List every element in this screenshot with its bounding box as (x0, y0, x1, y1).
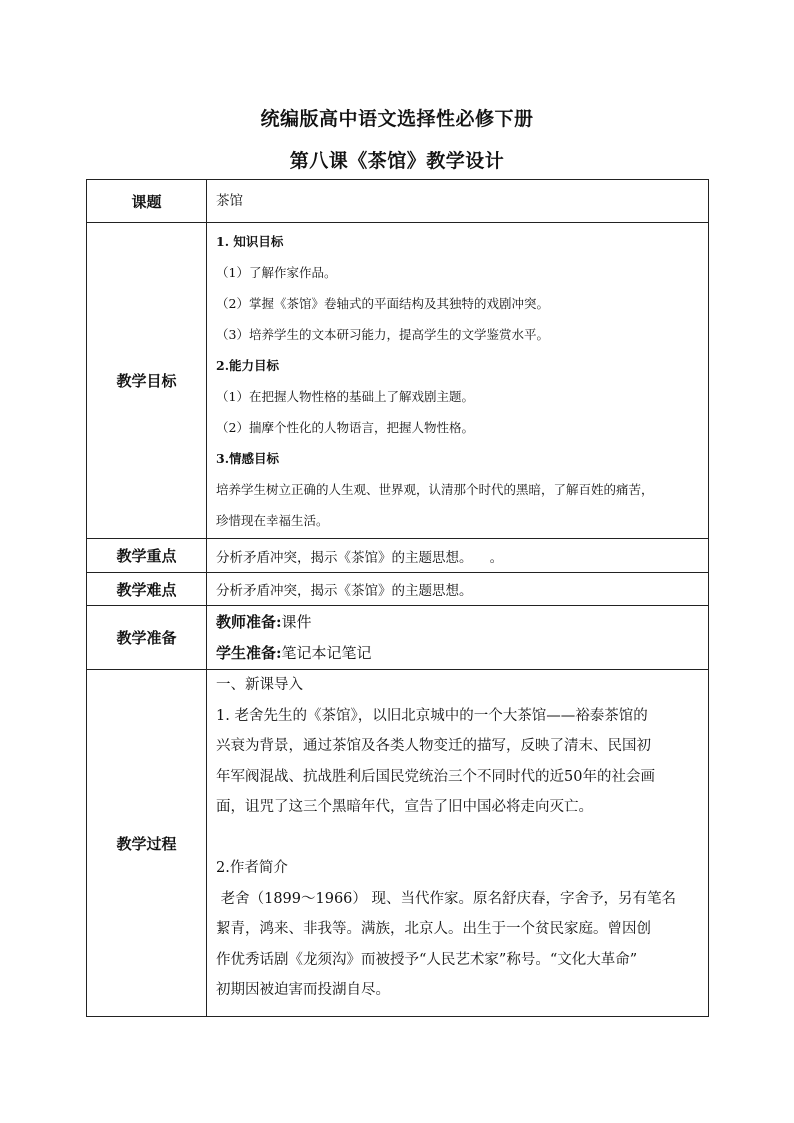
value-prep (207, 606, 709, 670)
label-keypoint: 教学重点 (87, 539, 207, 573)
process-line: 老舍（1899～1966） 现、当代作家。原名舒庆春，字舍予，另有笔名 (216, 890, 677, 907)
label-difficulty: 教学难点 (87, 573, 207, 606)
row-process (87, 670, 709, 1017)
lesson-plan-table (86, 179, 709, 1017)
goal-line: 珍惜现在幸福生活。 (216, 512, 329, 528)
process-line (216, 823, 702, 854)
process-line: 1. 老舍先生的《茶馆》，以旧北京城中的一个大茶馆——裕泰茶馆的 (216, 707, 648, 724)
row-goals (87, 223, 709, 539)
process-line: 2.作者简介 (216, 860, 288, 876)
teacher-prep (216, 607, 702, 638)
row-prep (87, 606, 709, 670)
student-prep-value: 笔记本记笔记 (281, 643, 372, 662)
student-prep (216, 638, 702, 669)
value-difficulty: 分析矛盾冲突，揭示《茶馆》的主题思想。 (207, 573, 709, 606)
teacher-prep-value: 课件 (281, 612, 312, 631)
value-topic: 茶馆 (207, 180, 709, 223)
goal-line: （2）掌握《茶馆》卷轴式的平面结构及其独特的戏剧冲突。 (216, 295, 549, 311)
label-topic: 课题 (87, 180, 207, 223)
goal-line: 3.情感目标 (216, 450, 280, 466)
student-prep-label: 学生准备: (216, 643, 282, 662)
document-title: 统编版高中语文选择性必修下册 (260, 108, 534, 130)
label-goals: 教学目标 (87, 223, 207, 539)
goal-line: 2.能力目标 (216, 357, 280, 373)
process-line: 絜青，鸿来、非我等。满族，北京人。出生于一个贫民家庭。曾因创 (216, 921, 651, 937)
process-line: 面，诅咒了这三个黑暗年代，宣告了旧中国必将走向灭亡。 (216, 799, 593, 815)
row-difficulty (87, 573, 709, 606)
goal-line: （1）了解作家作品。 (216, 264, 337, 280)
row-keypoint (87, 539, 709, 573)
process-line: 作优秀话剧《龙须沟》而被授予“人民艺术家”称号。“文化大革命” (216, 951, 638, 968)
process-line: 年军阀混战、抗战胜利后国民党统治三个不同时代的近50年的社会画 (216, 768, 655, 785)
document-subtitle: 第八课《茶馆》教学设计 (289, 150, 505, 172)
label-process: 教学过程 (87, 670, 207, 1017)
row-topic (87, 180, 709, 223)
goal-line: （3）培养学生的文本研习能力，提高学生的文学鉴赏水平。 (216, 326, 549, 342)
goal-line: （1）在把握人物性格的基础上了解戏剧主题。 (216, 388, 474, 404)
value-keypoint: 分析矛盾冲突，揭示《茶馆》的主题思想。 。 (207, 539, 709, 573)
goal-line: 1. 知识目标 (216, 233, 284, 249)
value-goals (207, 223, 709, 539)
label-prep: 教学准备 (87, 606, 207, 670)
process-line: 一、新课导入 (216, 677, 303, 693)
teacher-prep-label: 教师准备: (216, 612, 282, 631)
process-line: 兴衰为背景，通过茶馆及各类人物变迁的描写，反映了清末、民国初 (216, 738, 651, 754)
process-line: 初期因被迫害而投湖自尽。 (216, 982, 390, 998)
value-process (207, 670, 709, 1017)
goal-line: （2）揣摩个性化的人物语言，把握人物性格。 (216, 419, 474, 435)
goal-line: 培养学生树立正确的人生观、世界观，认清那个时代的黑暗，了解百姓的痛苦， (216, 481, 654, 497)
